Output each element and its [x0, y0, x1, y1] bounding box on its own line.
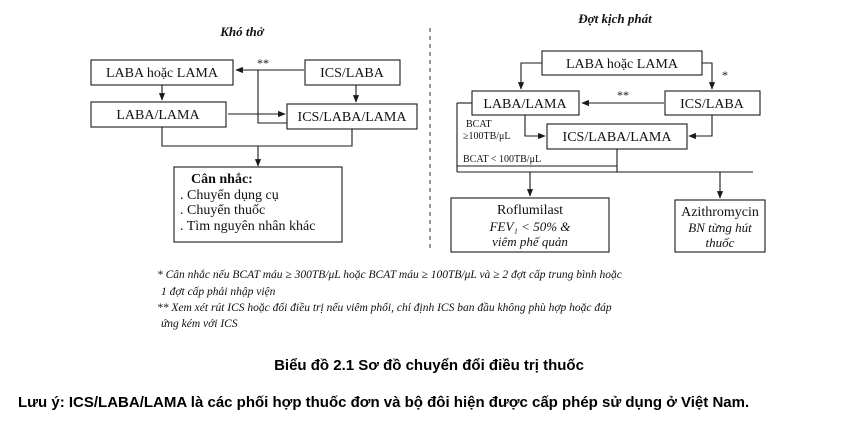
bcat-high-label-1: BCAT	[466, 119, 492, 130]
right-box-laba-or-lama-label: LABA hoặc LAMA	[566, 57, 678, 72]
right-arrow-ics-to-triple	[689, 115, 712, 136]
note1-line1: * Cân nhắc nếu BCAT máu ≥ 300TB/μL hoặc BCAT máu ≥ 100TB/μL và ≥ 2 đợt cấp trung bình hoặc	[157, 269, 622, 281]
right-arrow-to-laba-lama	[521, 63, 542, 89]
roflumilast-line1: FEV₁ < 50% &	[489, 219, 571, 234]
consider-heading: Cân nhắc:	[191, 172, 253, 187]
bcat-high-label-2: ≥100TB/μL	[463, 131, 511, 142]
right-arrow-to-ics-laba	[702, 63, 712, 89]
left-box-ics-laba-label: ICS/LABA	[320, 66, 384, 81]
footnote-text: Lưu ý: ICS/LABA/LAMA là các phối hợp thuốc đơn và bộ đôi hiện được cấp phép sử dụng ở Việt Nam.	[18, 394, 750, 411]
left-double-star: **	[257, 56, 269, 70]
left-return-line	[258, 70, 287, 123]
azithromycin-line2: thuốc	[705, 235, 735, 250]
note1-line2: 1 đợt cấp phải nhập viện	[161, 286, 276, 298]
right-box-ics-laba-lama-label: ICS/LABA/LAMA	[562, 130, 672, 145]
azithromycin-line1: BN từng hút	[688, 220, 752, 235]
right-arrow-laba-lama-to-triple	[525, 115, 545, 136]
consider-item-1: . Chuyển dụng cụ	[180, 188, 279, 203]
figure-caption: Biểu đồ 2.1 Sơ đồ chuyển đổi điều trị thuốc	[274, 357, 584, 374]
right-box-ics-laba-label: ICS/LABA	[680, 97, 744, 112]
note2-line1: ** Xem xét rút ICS hoặc đổi điều trị nếu viêm phổi, chỉ định ICS ban đầu không phù hợp hoặc đáp	[157, 302, 612, 314]
roflumilast-title: Roflumilast	[496, 203, 564, 218]
consider-item-2: . Chuyển thuốc	[180, 203, 266, 218]
left-merge-line	[162, 127, 352, 146]
right-box-laba-lama-label: LABA/LAMA	[483, 97, 567, 112]
left-panel-title: Khó thở	[220, 24, 264, 39]
roflumilast-line2: viêm phế quản	[492, 234, 568, 249]
left-box-laba-or-lama-label: LABA hoặc LAMA	[106, 66, 218, 81]
right-double-star: **	[617, 88, 629, 102]
consider-item-3: . Tìm nguyên nhân khác	[180, 219, 316, 234]
azithromycin-title: Azithromycin	[681, 205, 759, 220]
bcat-low-label: BCAT < 100TB/μL	[463, 154, 542, 165]
left-box-ics-laba-lama-label: ICS/LABA/LAMA	[297, 110, 407, 125]
left-box-laba-lama-label: LABA/LAMA	[116, 108, 200, 123]
right-star: *	[722, 68, 728, 82]
right-panel-title: Đợt kịch phát	[578, 11, 652, 26]
note2-line2: ứng kém với ICS	[161, 318, 238, 330]
